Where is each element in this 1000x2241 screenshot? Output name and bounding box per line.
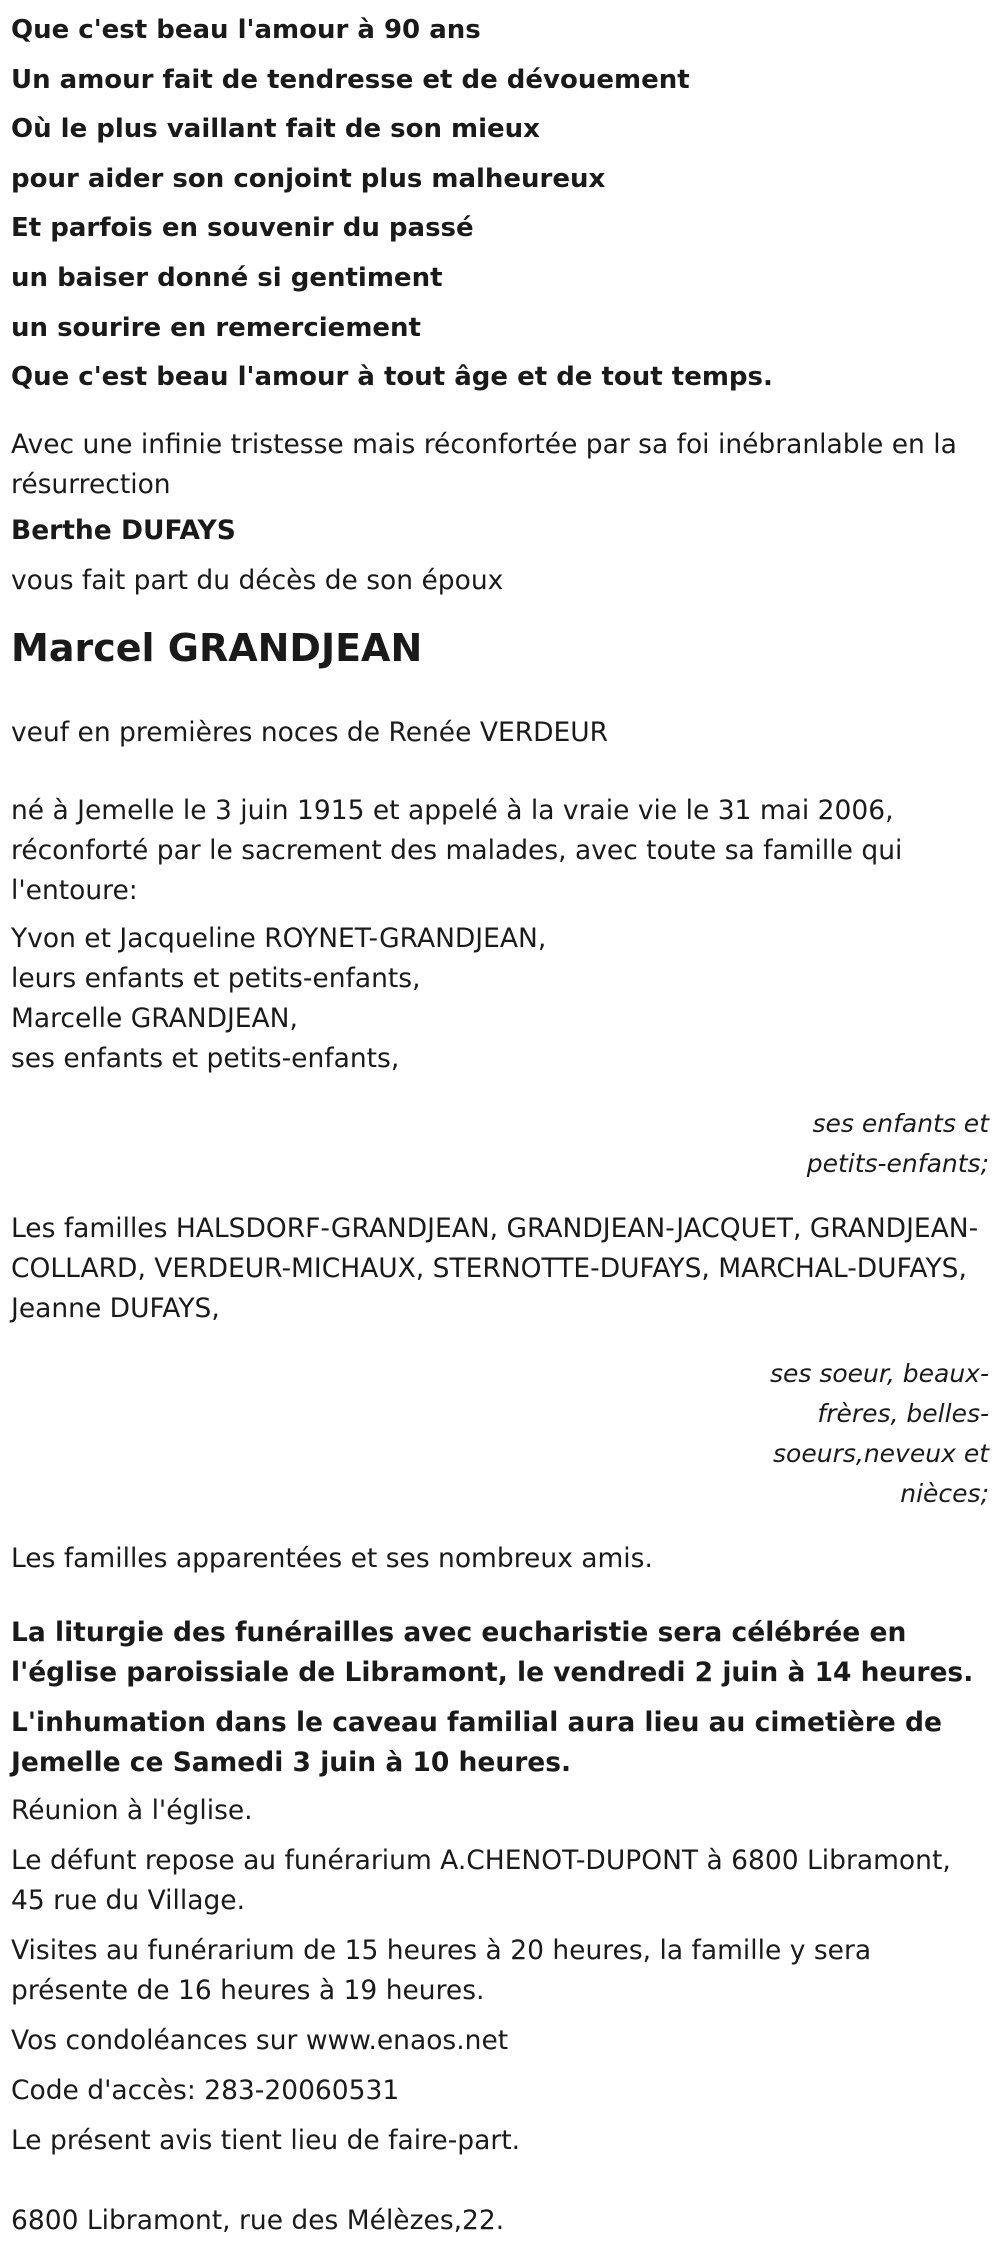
poem-line: un sourire en remerciement	[11, 312, 421, 343]
poem-line: un baiser donné si gentiment	[11, 262, 443, 293]
spouse-name: Berthe DUFAYS	[11, 514, 236, 546]
rest-text: Le défunt repose au funérarium A.CHENOT-DUPONT à 6800 Libramont, 45 rue du Village.	[11, 1844, 951, 1916]
widower-text: veuf en premières noces de Renée VERDEUR	[11, 716, 609, 748]
obituary-page	[0, 6, 1000, 2236]
families-line: Les familles HALSDORF-GRANDJEAN, GRANDJEAN-JACQUET, GRANDJEAN-COLLARD, VERDEUR-MICHAUX, STERNOTTE-DUFAYS, MARCHAL-DUFAYS, Jeanne DUFAYS,	[11, 1212, 979, 1324]
poem-line: Que c'est beau l'amour à tout âge et de tout temps.	[11, 362, 773, 393]
poem-line: pour aider son conjoint plus malheureux	[11, 163, 606, 194]
family-line: ses enfants et petits-enfants,	[11, 1042, 400, 1074]
family-line: Yvon et Jacqueline ROYNET-GRANDJEAN,	[11, 922, 547, 954]
family-line: leurs enfants et petits-enfants,	[11, 962, 421, 994]
condolences-text: Vos condoléances sur www.enaos.net	[11, 2024, 509, 2056]
family-note: ses enfants et petits-enfants;	[806, 1108, 989, 1178]
relatives-line: Les familles apparentées et ses nombreux amis.	[11, 1542, 653, 1574]
poem-line: Un amour fait de tendresse et de dévouement	[11, 64, 690, 95]
family-list	[11, 919, 989, 1579]
family-note: ses soeur, beaux-frères, belles-soeurs,neveux et nièces;	[769, 1358, 989, 1508]
announce-text: vous fait part du décès de son époux	[11, 564, 504, 596]
birth-death-text: né à Jemelle le 3 juin 1915 et appelé à la vraie vie le 31 mai 2006, réconforté par le sacrement des malades, avec toute sa famille qui l'entoure:	[11, 794, 903, 906]
address-text: 6800 Libramont, rue des Mélèzes,22.	[11, 2204, 505, 2236]
poem	[11, 6, 989, 403]
visits-text: Visites au funérarium de 15 heures à 20 heures, la famille y sera présente de 16 heures à 19 heures.	[11, 1934, 872, 2006]
ceremony-details	[11, 1613, 989, 2161]
poem-line: Où le plus vaillant fait de son mieux	[11, 114, 540, 145]
deceased-name: Marcel GRANDJEAN	[11, 625, 423, 670]
poem-line: Que c'est beau l'amour à 90 ans	[11, 15, 481, 45]
liturgy-text: La liturgie des funérailles avec eucharistie sera célébrée en l'église paroissiale de Libramont, le vendredi 2 juin à 14 heures.	[11, 1616, 974, 1688]
notice-text: Le présent avis tient lieu de faire-part.	[11, 2124, 521, 2156]
poem-line: Et parfois en souvenir du passé	[11, 213, 474, 244]
family-line: Marcelle GRANDJEAN,	[11, 1002, 298, 1034]
intro-text: Avec une infinie tristesse mais réconfortée par sa foi inébranlable en la résurrection	[11, 428, 957, 500]
meeting-text: Réunion à l'église.	[11, 1794, 253, 1826]
burial-text: L'inhumation dans le caveau familial aura lieu au cimetière de Jemelle ce Samedi 3 juin à 10 heures.	[11, 1706, 942, 1778]
access-code-text: Code d'accès: 283-20060531	[11, 2074, 400, 2106]
